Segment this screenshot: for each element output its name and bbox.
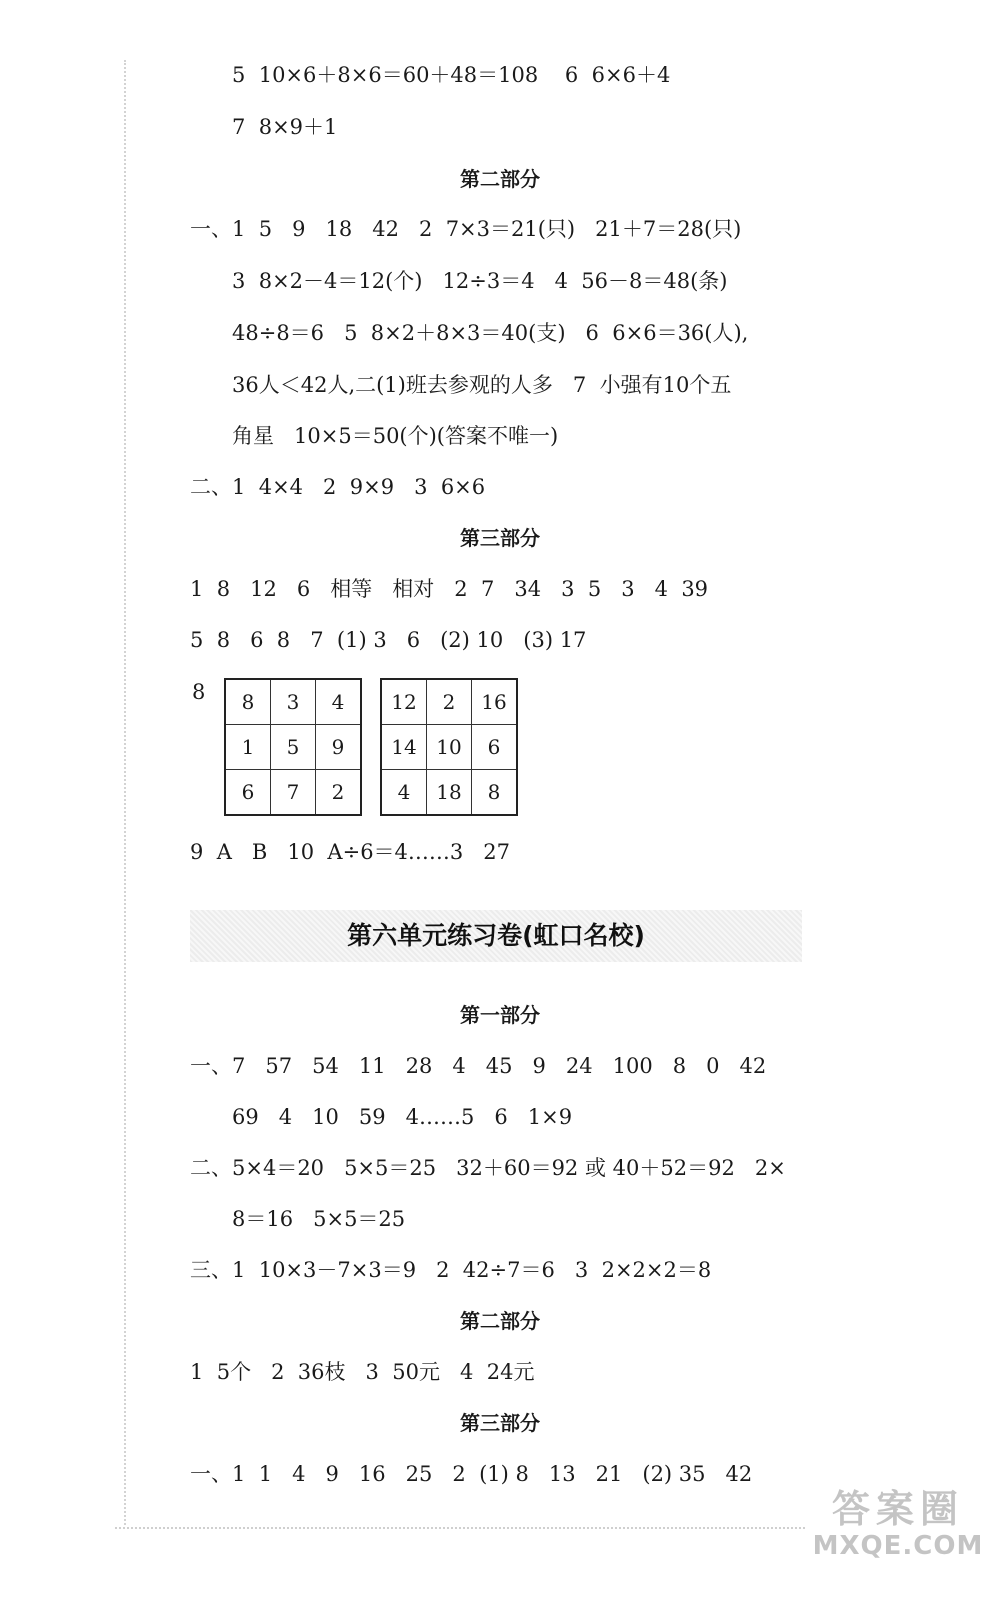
- grid-cell: 1: [225, 725, 271, 770]
- section-heading-part3: 第三部分: [460, 1411, 540, 1435]
- grid-cell: 16: [472, 679, 518, 725]
- unit-title-band: [190, 910, 802, 962]
- answer-line: 三、1 10×3－7×3＝9 2 42÷7＝6 3 2×2×2＝8: [190, 1258, 712, 1282]
- grid-cell: 7: [271, 770, 316, 816]
- magic-square-1: [224, 678, 362, 816]
- grid-cell: 9: [316, 725, 362, 770]
- answer-line: 69 4 10 59 4……5 6 1×9: [232, 1105, 573, 1129]
- grid-cell: 12: [381, 679, 427, 725]
- answer-line: 1 8 12 6 相等 相对 2 7 34 3 5 3 4 39: [190, 577, 709, 601]
- answer-line: 角星 10×5＝50(个)(答案不唯一): [232, 424, 559, 448]
- section-heading-part3: 第三部分: [460, 526, 540, 550]
- section-heading-part2: 第二部分: [460, 1309, 540, 1333]
- answer-line: 5 8 6 8 7 (1) 3 6 (2) 10 (3) 17: [190, 628, 587, 652]
- grid-cell: 10: [427, 725, 472, 770]
- grid-cell: 6: [225, 770, 271, 816]
- answer-line: 36人＜42人,二(1)班去参观的人多 7 小强有10个五: [232, 373, 732, 397]
- answer-line: 二、1 4×4 2 9×9 3 6×6: [190, 475, 486, 499]
- grid-cell: 5: [271, 725, 316, 770]
- answer-line: 9 A B 10 A÷6＝4……3 27: [190, 840, 511, 864]
- magic-square-2: [380, 678, 518, 816]
- answer-line: 二、5×4＝20 5×5＝25 32＋60＝92 或 40＋52＝92 2×: [190, 1156, 786, 1180]
- section-heading-part1: 第一部分: [460, 1003, 540, 1027]
- watermark-logo: [808, 1487, 988, 1561]
- watermark-text: 答案圈: [831, 1487, 964, 1531]
- answer-line: 一、7 57 54 11 28 4 45 9 24 100 8 0 42: [190, 1054, 767, 1078]
- grid-cell: 2: [316, 770, 362, 816]
- answer-line: 7 8×9＋1: [232, 115, 338, 139]
- answer-line: 一、1 5 9 18 42 2 7×3＝21(只) 21＋7＝28(只): [190, 217, 742, 241]
- bottom-dotted-rule: [115, 1527, 805, 1529]
- answer-line: 5 10×6＋8×6＝60＋48＝108 6 6×6＋4: [232, 63, 671, 87]
- grid-cell: 2: [427, 679, 472, 725]
- unit-title: 第六单元练习卷(虹口名校): [347, 921, 645, 950]
- grid-cell: 4: [381, 770, 427, 816]
- grid-cell: 8: [225, 679, 271, 725]
- question-number: 8: [192, 680, 206, 704]
- grid-cell: 6: [472, 725, 518, 770]
- answer-line: 一、1 1 4 9 16 25 2 (1) 8 13 21 (2) 35 42: [190, 1462, 753, 1486]
- watermark-url: MXQE.COM: [812, 1531, 984, 1561]
- grid-cell: 3: [271, 679, 316, 725]
- section-heading-part2: 第二部分: [460, 167, 540, 191]
- answer-line: 1 5个 2 36枝 3 50元 4 24元: [190, 1360, 535, 1384]
- grid-cell: 18: [427, 770, 472, 816]
- grid-cell: 4: [316, 679, 362, 725]
- answer-line: 48÷8＝6 5 8×2＋8×3＝40(支) 6 6×6＝36(人),: [232, 321, 749, 345]
- grid-cell: 8: [472, 770, 518, 816]
- answer-line: 8＝16 5×5＝25: [232, 1207, 406, 1231]
- answer-line: 3 8×2－4＝12(个) 12÷3＝4 4 56－8＝48(条): [232, 269, 728, 293]
- grid-cell: 14: [381, 725, 427, 770]
